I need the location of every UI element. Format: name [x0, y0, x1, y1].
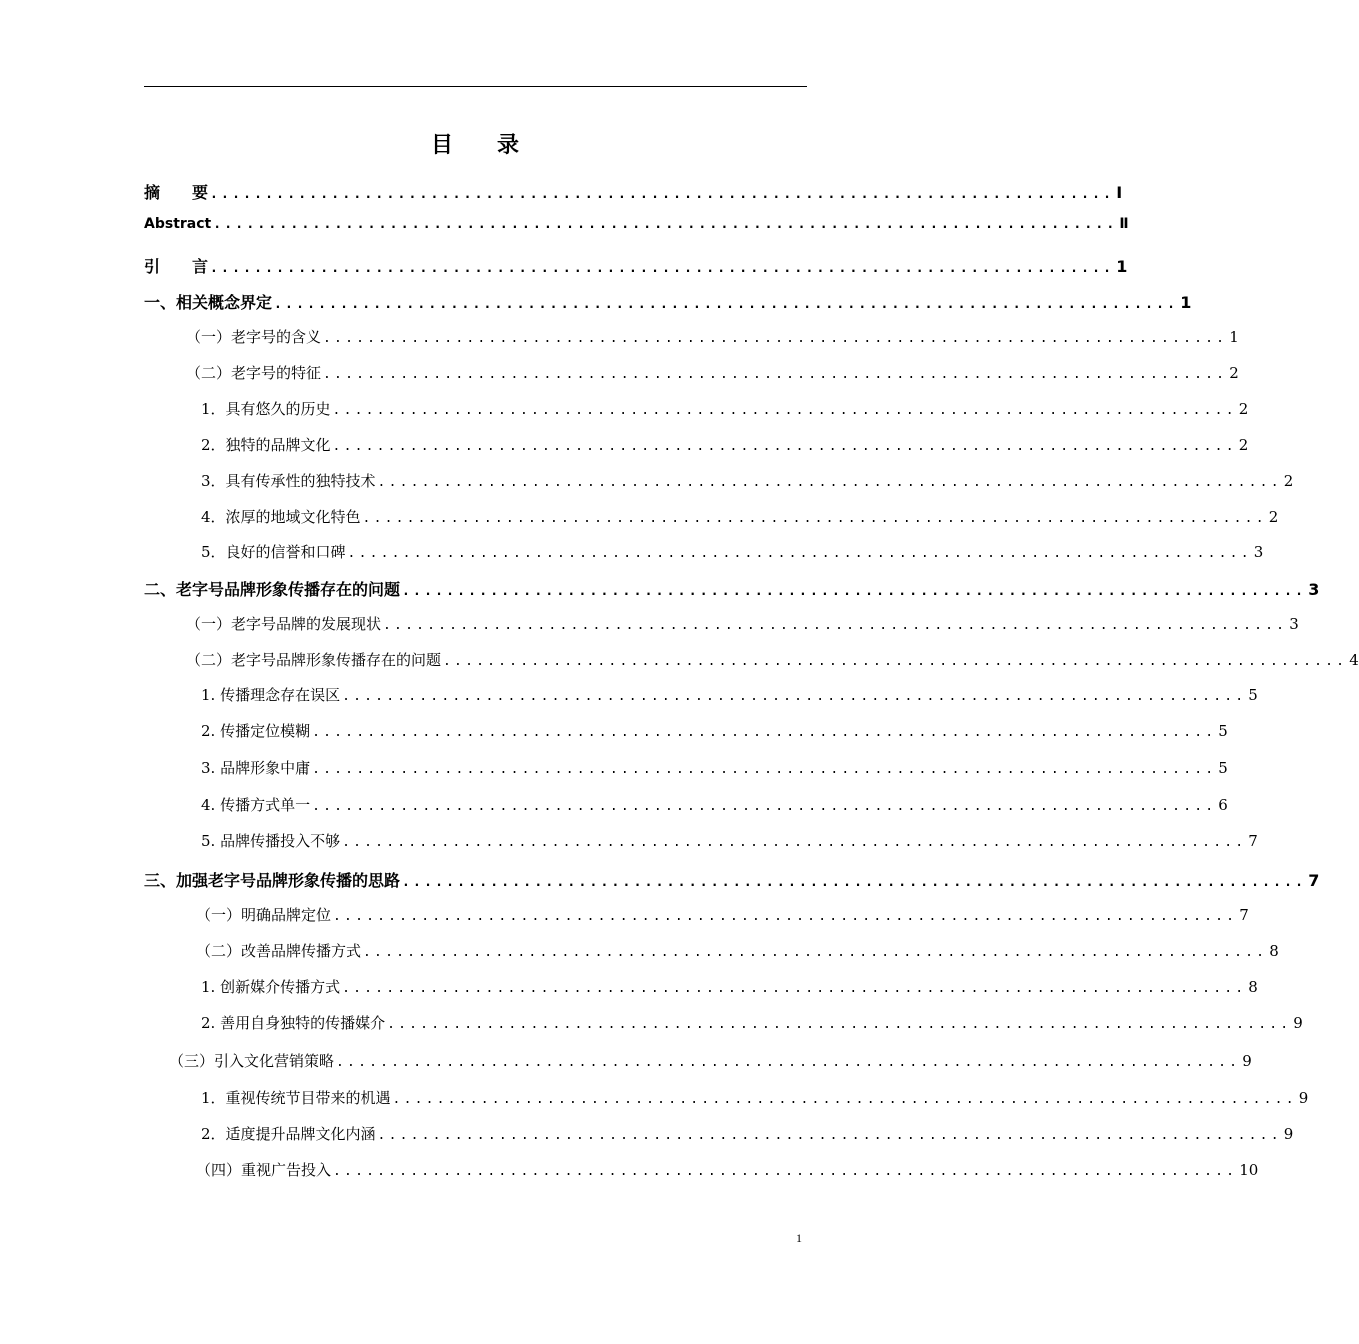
- toc-entry-page: 1: [1229, 328, 1239, 346]
- toc-entry-2-2-5[interactable]: [201, 830, 1258, 854]
- toc-entry-page: 1: [1116, 257, 1128, 276]
- toc-entry-page: Ⅰ: [1116, 183, 1123, 202]
- toc-entry-label: Abstract: [144, 216, 212, 232]
- toc-entry-page: 4: [1349, 651, 1359, 669]
- dot-leader: ..................................................................................: [312, 762, 1217, 777]
- dot-leader: ..................................................................................: [332, 403, 1237, 418]
- header-rule: [144, 86, 807, 87]
- toc-entry-page: 3: [1289, 615, 1299, 633]
- toc-entry-page: 7: [1308, 871, 1320, 890]
- toc-entry-label: （二）改善品牌传播方式: [196, 942, 362, 960]
- toc-entry-page: 3: [1253, 543, 1264, 561]
- toc-entry-3-1[interactable]: [196, 904, 1249, 928]
- toc-entry-2-1[interactable]: [186, 613, 1299, 637]
- toc-entry-page: 8: [1248, 978, 1258, 996]
- toc-entry-3-4[interactable]: [196, 1159, 1259, 1183]
- dot-leader: ..................................................................................: [342, 981, 1247, 996]
- dot-leader: ..................................................................................: [312, 725, 1217, 740]
- toc-entry-label: 4. 传播方式单一: [201, 796, 311, 814]
- toc-entry-page: 10: [1239, 1161, 1259, 1179]
- dot-leader: ..................................................................................: [336, 1055, 1241, 1070]
- toc-entry-3-3-1[interactable]: [201, 1087, 1309, 1111]
- toc-entry-1-1[interactable]: [186, 326, 1239, 350]
- dot-leader: ..................................................................................: [210, 187, 1115, 202]
- toc-entry-1-2[interactable]: [186, 362, 1239, 386]
- toc-entry-label: （二）老字号的特征: [186, 364, 322, 382]
- dot-leader: ..................................................................................: [362, 511, 1267, 526]
- toc-entry-3-2-1[interactable]: [201, 976, 1258, 1000]
- toc-title: [0, 128, 950, 159]
- dot-leader: ..................................................................................: [323, 367, 1228, 382]
- toc-entry-page: 9: [1283, 1125, 1294, 1143]
- toc-entry-page: 5: [1218, 759, 1228, 777]
- toc-entry-label: （一）明确品牌定位: [196, 906, 332, 924]
- toc-entry-2-2-2[interactable]: [201, 720, 1228, 744]
- toc-entry-page: 1: [1180, 293, 1192, 312]
- toc-entry-3-3-2[interactable]: [201, 1123, 1294, 1147]
- toc-entry-page: Ⅱ: [1119, 216, 1129, 232]
- toc-entry-page: 9: [1293, 1014, 1303, 1032]
- dot-leader: ..................................................................................: [377, 1128, 1282, 1143]
- toc-entry-1-2-2[interactable]: [201, 434, 1249, 458]
- dot-leader: ..................................................................................: [274, 297, 1179, 312]
- dot-leader: ..................................................................................: [387, 1017, 1292, 1032]
- toc-entry-page: 7: [1248, 832, 1258, 850]
- toc-entry-label: 摘 要: [144, 183, 209, 202]
- toc-entry-page: 2: [1238, 400, 1249, 418]
- dot-leader: ..................................................................................: [392, 1092, 1297, 1107]
- toc-entry-page: 2: [1238, 436, 1249, 454]
- toc-entry-label: 2. 传播定位模糊: [201, 722, 311, 740]
- toc-entry-2-2-4[interactable]: [201, 794, 1228, 818]
- toc-entry-introduction[interactable]: [144, 254, 1128, 278]
- toc-entry-label: 1. 创新媒介传播方式: [201, 978, 341, 996]
- toc-entry-label: 5. 品牌传播投入不够: [201, 832, 341, 850]
- toc-entry-section-2[interactable]: [144, 577, 1320, 601]
- dot-leader: ..................................................................................: [333, 909, 1238, 924]
- toc-entry-label: 1．具有悠久的历史: [201, 400, 331, 418]
- toc-entry-label: 三、加强老字号品牌形象传播的思路: [144, 871, 401, 890]
- dot-leader: ..................................................................................: [213, 217, 1118, 232]
- toc-entry-label: 3. 品牌形象中庸: [201, 759, 311, 777]
- toc-entry-page: 2: [1283, 472, 1294, 490]
- dot-leader: ..................................................................................: [342, 689, 1247, 704]
- toc-entry-section-3[interactable]: [144, 868, 1320, 892]
- toc-entry-label: 2．独特的品牌文化: [201, 436, 331, 454]
- toc-entry-page: 7: [1239, 906, 1249, 924]
- dot-leader: ..................................................................................: [443, 654, 1348, 669]
- toc-entry-label: 4．浓厚的地域文化特色: [201, 508, 361, 526]
- dot-leader: ..................................................................................: [332, 439, 1237, 454]
- toc-title-text: 目 录: [430, 133, 519, 158]
- dot-leader: ..................................................................................: [383, 618, 1288, 633]
- toc-entry-page: 5: [1218, 722, 1228, 740]
- dot-leader: ..................................................................................: [342, 835, 1247, 850]
- toc-entry-label: （四）重视广告投入: [196, 1161, 332, 1179]
- toc-entry-page: 6: [1218, 796, 1228, 814]
- toc-entry-2-2-3[interactable]: [201, 757, 1228, 781]
- toc-entry-page: 2: [1268, 508, 1279, 526]
- toc-entry-page: 3: [1308, 580, 1320, 599]
- page-number: 1: [796, 1231, 802, 1245]
- toc-entry-section-1[interactable]: [144, 290, 1192, 314]
- toc-entry-abstract-cn[interactable]: [144, 180, 1123, 204]
- dot-leader: ..................................................................................: [323, 331, 1228, 346]
- toc-entry-page: 2: [1229, 364, 1239, 382]
- toc-entry-label: （一）老字号的含义: [186, 328, 322, 346]
- toc-entry-label: （二）老字号品牌形象传播存在的问题: [186, 651, 442, 669]
- dot-leader: ..................................................................................: [333, 1164, 1238, 1179]
- toc-entry-3-2-2[interactable]: [201, 1012, 1303, 1036]
- dot-leader: ..................................................................................: [363, 945, 1268, 960]
- toc-entry-label: 二、老字号品牌形象传播存在的问题: [144, 580, 401, 599]
- toc-entry-page: 9: [1242, 1052, 1252, 1070]
- toc-entry-3-2[interactable]: [196, 940, 1279, 964]
- toc-entry-1-2-4[interactable]: [201, 506, 1279, 530]
- toc-entry-label: 3．具有传承性的独特技术: [201, 472, 376, 490]
- dot-leader: ..................................................................................: [347, 546, 1252, 561]
- toc-entry-1-2-5[interactable]: [201, 541, 1264, 565]
- toc-entry-2-2-1[interactable]: [201, 684, 1258, 708]
- toc-entry-label: 一、相关概念界定: [144, 293, 273, 312]
- toc-entry-2-2[interactable]: [186, 649, 1359, 673]
- dot-leader: ..................................................................................: [312, 799, 1217, 814]
- toc-entry-1-2-3[interactable]: [201, 470, 1294, 494]
- dot-leader: ..................................................................................: [377, 475, 1282, 490]
- dot-leader: ..................................................................................: [402, 875, 1307, 890]
- toc-entry-label: （一）老字号品牌的发展现状: [186, 615, 382, 633]
- toc-entry-page: 8: [1269, 942, 1279, 960]
- toc-entry-label: （三）引入文化营销策略: [169, 1052, 335, 1070]
- toc-entry-page: 5: [1248, 686, 1258, 704]
- toc-entry-label: 2. 善用自身独特的传播媒介: [201, 1014, 386, 1032]
- toc-entry-1-2-1[interactable]: [201, 398, 1249, 422]
- dot-leader: ..................................................................................: [402, 584, 1307, 599]
- toc-entry-3-3[interactable]: [169, 1050, 1252, 1074]
- toc-entry-label: 引 言: [144, 257, 209, 276]
- toc-entry-label: 5．良好的信誉和口碑: [201, 543, 346, 561]
- dot-leader: ..................................................................................: [210, 261, 1115, 276]
- toc-entry-label: 1. 传播理念存在误区: [201, 686, 341, 704]
- toc-entry-label: 2．适度提升品牌文化内涵: [201, 1125, 376, 1143]
- toc-entry-label: 1．重视传统节目带来的机遇: [201, 1089, 391, 1107]
- toc-entry-page: 9: [1298, 1089, 1309, 1107]
- toc-entry-abstract-en[interactable]: [144, 216, 1129, 240]
